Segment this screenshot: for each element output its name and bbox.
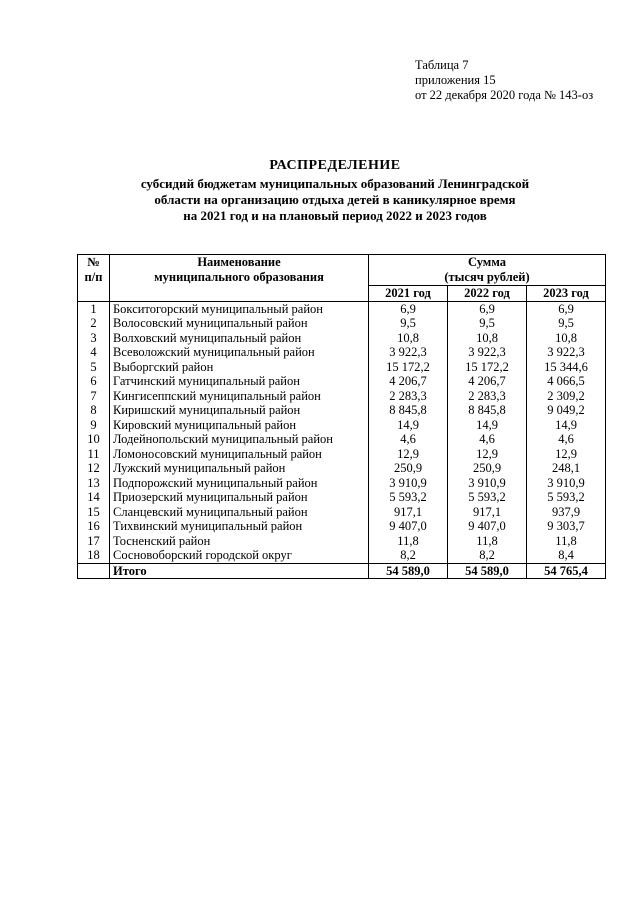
header-sum [369,255,606,286]
table-row [78,432,606,447]
row-value-2022: 4,6 [448,432,527,447]
row-number: 17 [78,534,110,549]
row-municipality: Киришский муниципальный район [110,403,369,418]
row-value-2023: 3 922,3 [527,345,606,360]
row-value-2023: 8,4 [527,548,606,563]
row-number: 3 [78,331,110,346]
row-municipality: Тосненский район [110,534,369,549]
row-value-2021: 250,9 [369,461,448,476]
row-value-2023: 5 593,2 [527,490,606,505]
row-municipality: Лужский муниципальный район [110,461,369,476]
row-value-2021: 8 845,8 [369,403,448,418]
table-row [78,476,606,491]
total-label: Итого [110,563,369,579]
row-value-2023: 9,5 [527,316,606,331]
row-value-2022: 15 172,2 [448,360,527,375]
header-year-2023: 2023 год [527,286,606,302]
row-number: 9 [78,418,110,433]
total-row [78,563,606,579]
row-number: 14 [78,490,110,505]
row-value-2022: 9,5 [448,316,527,331]
row-value-2023: 9 049,2 [527,403,606,418]
row-municipality: Гатчинский муниципальный район [110,374,369,389]
row-value-2022: 6,9 [448,301,527,316]
row-value-2023: 248,1 [527,461,606,476]
subsidy-table [77,254,606,579]
row-value-2023: 3 910,9 [527,476,606,491]
title-heading: РАСПРЕДЕЛЕНИЕ [269,158,401,173]
row-value-2021: 9 407,0 [369,519,448,534]
row-value-2023: 6,9 [527,301,606,316]
header-number-line-1: № [87,255,100,269]
row-municipality: Сланцевский муниципальный район [110,505,369,520]
row-municipality: Волховский муниципальный район [110,331,369,346]
row-value-2021: 4 206,7 [369,374,448,389]
row-value-2021: 917,1 [369,505,448,520]
row-value-2023: 937,9 [527,505,606,520]
row-value-2021: 3 910,9 [369,476,448,491]
header-year-2022: 2022 год [448,286,527,302]
row-number: 13 [78,476,110,491]
table-row [78,447,606,462]
table-row [78,418,606,433]
row-value-2021: 11,8 [369,534,448,549]
table-body [78,301,606,563]
reference-law-date: от 22 декабря 2020 года № 143-оз [415,88,594,102]
row-value-2021: 9,5 [369,316,448,331]
row-value-2023: 14,9 [527,418,606,433]
row-value-2023: 9 303,7 [527,519,606,534]
row-value-2022: 8 845,8 [448,403,527,418]
table-row [78,505,606,520]
row-municipality: Ломоносовский муниципальный район [110,447,369,462]
row-municipality: Сосновоборский городской округ [110,548,369,563]
header-name-line-1: Наименование [197,255,281,269]
reference-table-number: Таблица 7 [415,58,469,72]
row-value-2021: 2 283,3 [369,389,448,404]
row-value-2022: 11,8 [448,534,527,549]
row-number: 2 [78,316,110,331]
header-number [78,255,110,302]
row-value-2022: 4 206,7 [448,374,527,389]
row-value-2023: 4 066,5 [527,374,606,389]
row-value-2021: 15 172,2 [369,360,448,375]
row-number: 8 [78,403,110,418]
row-municipality: Тихвинский муниципальный район [110,519,369,534]
row-number: 5 [78,360,110,375]
header-name [110,255,369,302]
row-municipality: Выборгский район [110,360,369,375]
row-municipality: Подпорожский муниципальный район [110,476,369,491]
table-row [78,301,606,316]
table-row [78,548,606,563]
row-value-2022: 12,9 [448,447,527,462]
row-municipality: Всеволожский муниципальный район [110,345,369,360]
header-sum-line-2: (тысяч рублей) [444,269,530,284]
row-municipality: Лодейнопольский муниципальный район [110,432,369,447]
row-value-2023: 12,9 [527,447,606,462]
row-municipality: Приозерский муниципальный район [110,490,369,505]
row-municipality: Бокситогорский муниципальный район [110,301,369,316]
row-municipality: Кингисеппский муниципальный район [110,389,369,404]
row-number: 11 [78,447,110,462]
row-value-2022: 8,2 [448,548,527,563]
row-value-2023: 15 344,6 [527,360,606,375]
row-value-2021: 4,6 [369,432,448,447]
row-value-2022: 10,8 [448,331,527,346]
table-row [78,331,606,346]
header-name-line-2: муниципального образования [154,269,324,284]
row-number: 4 [78,345,110,360]
table-row [78,345,606,360]
row-value-2023: 4,6 [527,432,606,447]
row-number: 6 [78,374,110,389]
row-value-2023: 10,8 [527,331,606,346]
total-number-cell [78,563,110,579]
row-value-2022: 250,9 [448,461,527,476]
row-number: 15 [78,505,110,520]
header-sum-line-1: Сумма [468,255,506,269]
row-value-2022: 2 283,3 [448,389,527,404]
row-number: 18 [78,548,110,563]
row-value-2022: 917,1 [448,505,527,520]
row-number: 7 [78,389,110,404]
row-value-2021: 3 922,3 [369,345,448,360]
row-value-2021: 8,2 [369,548,448,563]
row-value-2022: 3 922,3 [448,345,527,360]
header-number-line-2: п/п [84,269,103,284]
row-value-2021: 10,8 [369,331,448,346]
title-line-1: субсидий бюджетам муниципальных образований Ленинградской [140,176,530,191]
header-year-2021: 2021 год [369,286,448,302]
document-title [60,158,610,224]
row-value-2023: 2 309,2 [527,389,606,404]
title-line-3: на 2021 год и на плановый период 2022 и 2023 годов [183,208,487,223]
table-row [78,316,606,331]
row-value-2021: 5 593,2 [369,490,448,505]
table-row [78,490,606,505]
row-number: 1 [78,301,110,316]
row-value-2022: 14,9 [448,418,527,433]
title-line-2: области на организацию отдыха детей в каникулярное время [154,192,516,207]
row-value-2023: 11,8 [527,534,606,549]
row-value-2022: 5 593,2 [448,490,527,505]
row-value-2021: 12,9 [369,447,448,462]
table-row [78,389,606,404]
table-row [78,534,606,549]
table-row [78,461,606,476]
table-row [78,519,606,534]
row-municipality: Кировский муниципальный район [110,418,369,433]
row-number: 12 [78,461,110,476]
row-value-2022: 9 407,0 [448,519,527,534]
table-row [78,374,606,389]
row-value-2022: 3 910,9 [448,476,527,491]
row-value-2021: 6,9 [369,301,448,316]
row-municipality: Волосовский муниципальный район [110,316,369,331]
total-2021: 54 589,0 [369,563,448,579]
row-value-2021: 14,9 [369,418,448,433]
document-reference [415,58,593,103]
table-row [78,403,606,418]
row-number: 16 [78,519,110,534]
row-number: 10 [78,432,110,447]
total-2022: 54 589,0 [448,563,527,579]
reference-appendix: приложения 15 [415,73,496,87]
total-2023: 54 765,4 [527,563,606,579]
table-row [78,360,606,375]
